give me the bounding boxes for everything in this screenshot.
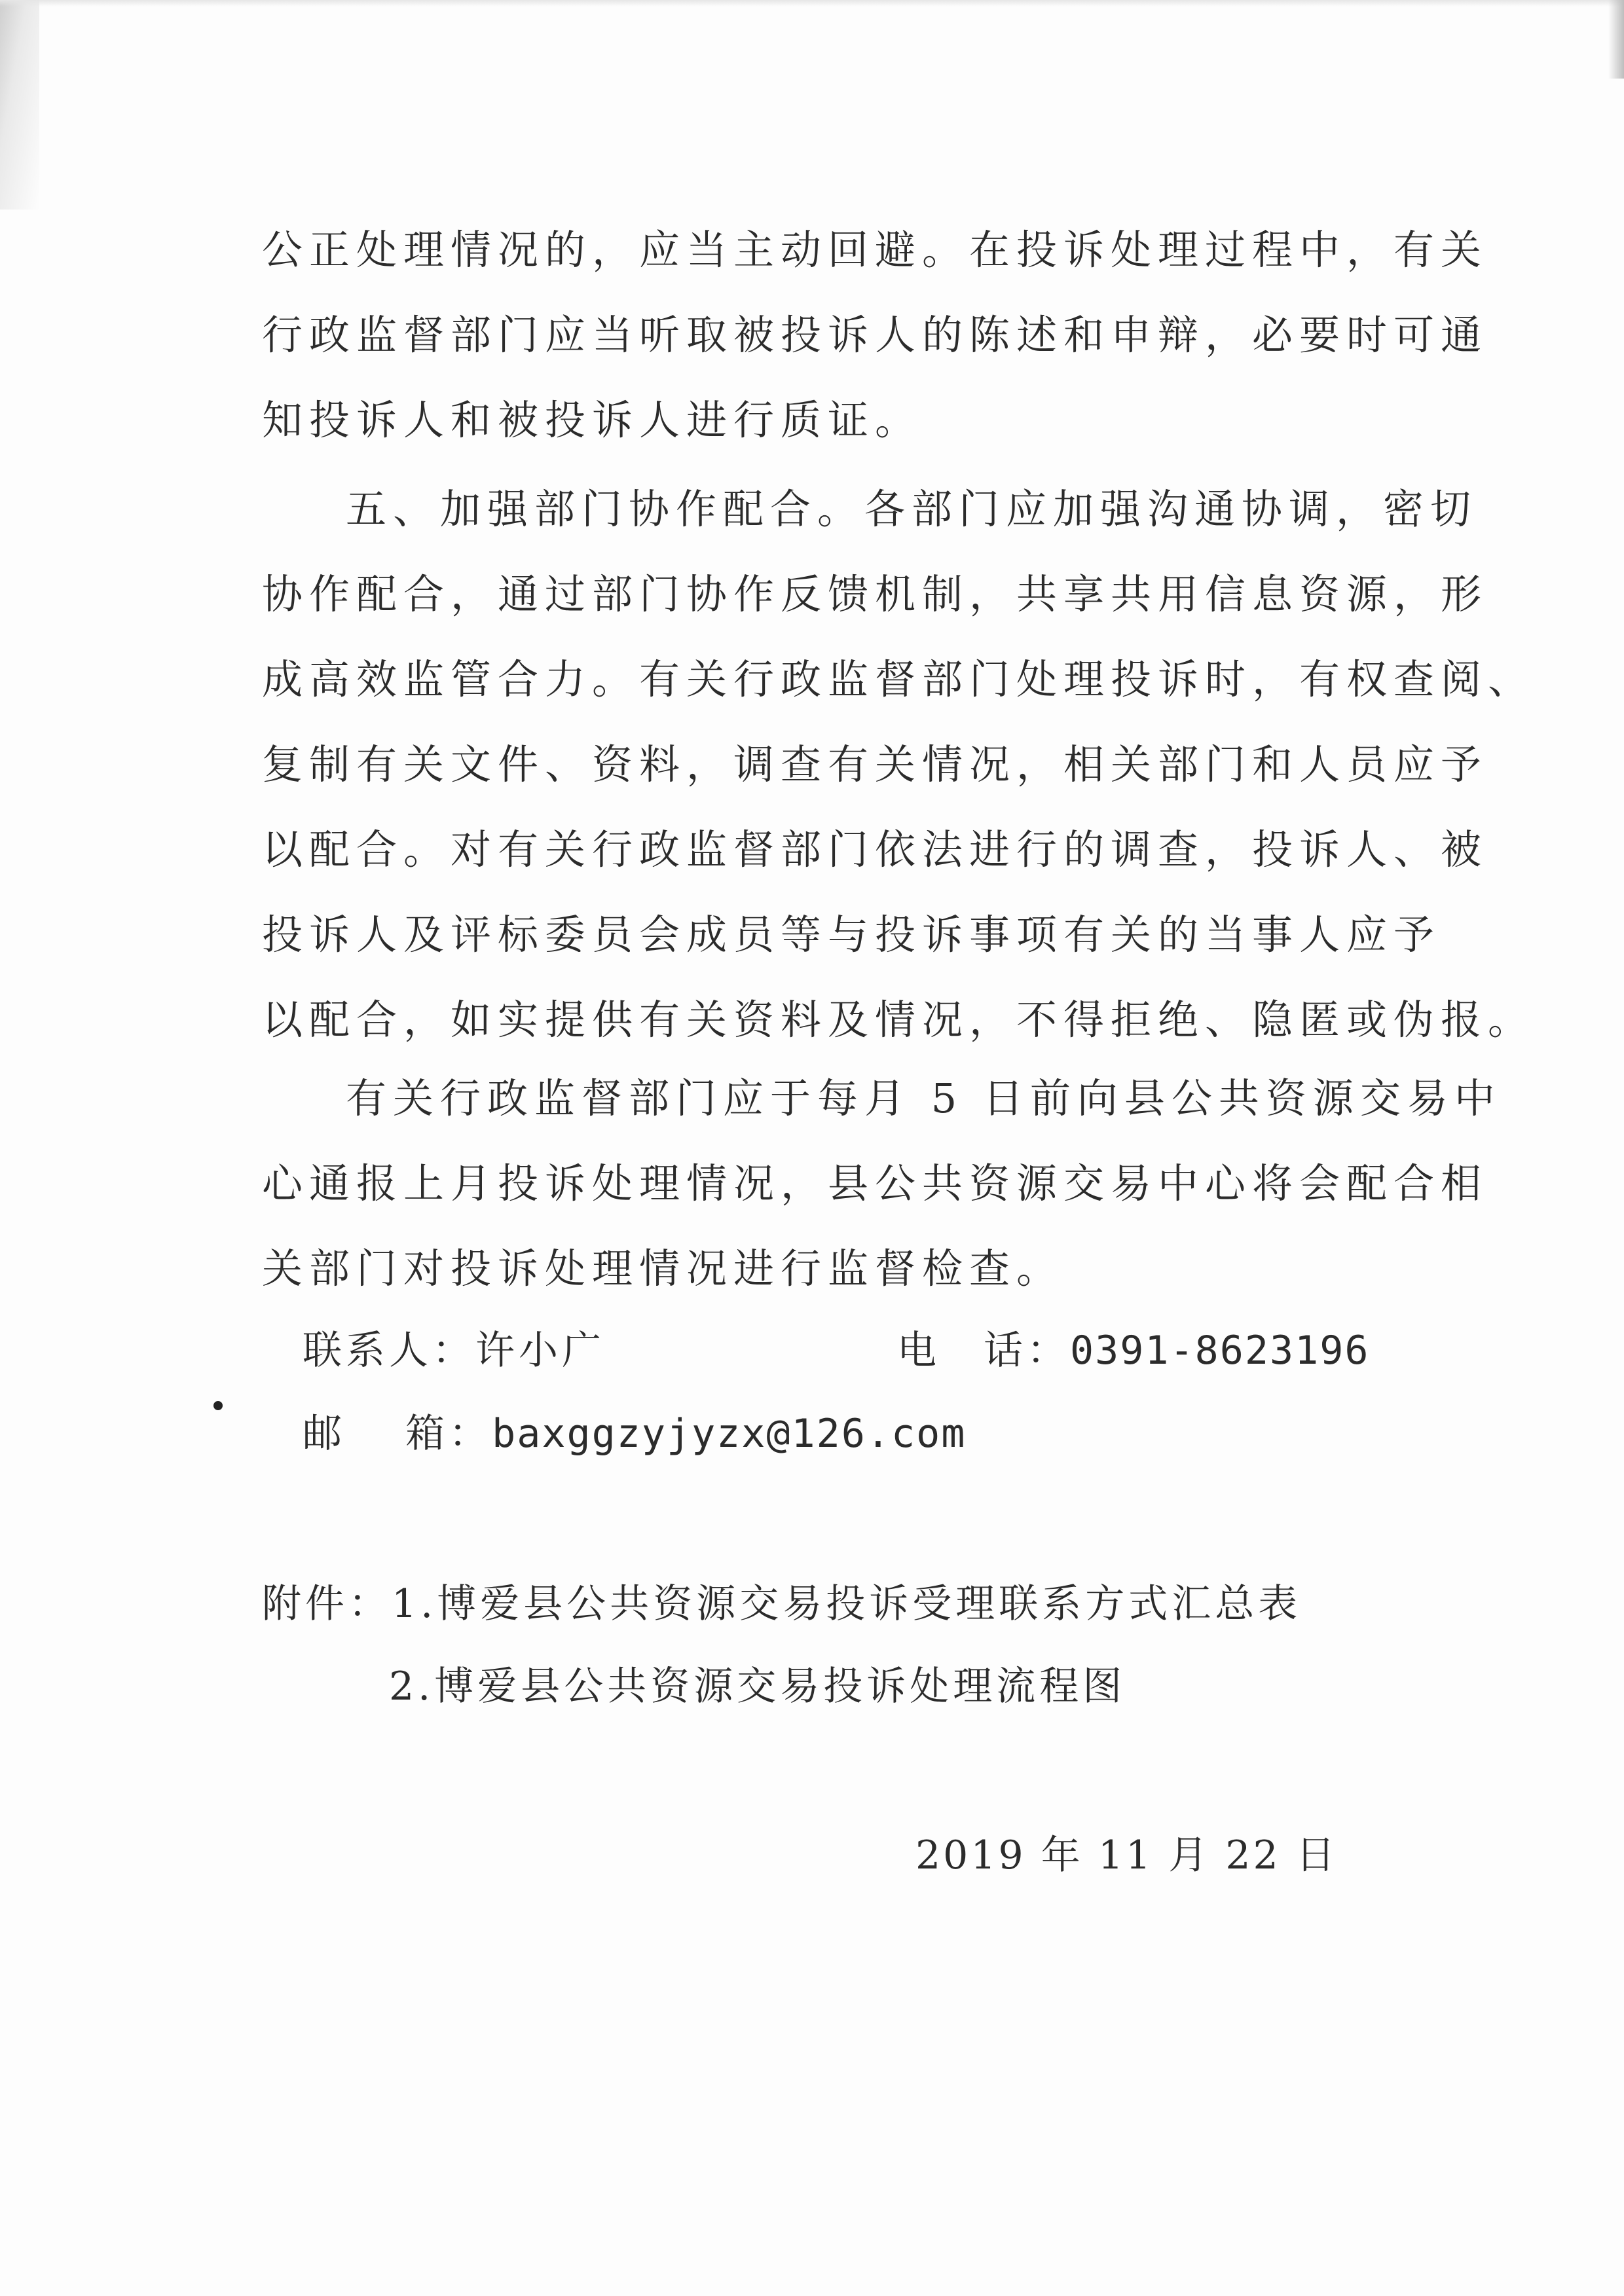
attachment-item-row — [389, 1660, 1126, 1713]
contact-person-label: 联系人： — [303, 1328, 475, 1374]
contact-email-value: baxggzyjyzx@126.com — [492, 1411, 967, 1457]
paragraph-line: 有关行政监督部门应于每月 5 日前向县公共资源交易中 — [346, 1074, 1502, 1122]
contact-email — [303, 1408, 966, 1460]
attachment-item: 1.博爱县公共资源交易投诉受理联系方式汇总表 — [392, 1581, 1302, 1627]
paragraph-line: 知投诉人和被投诉人进行质证。 — [262, 396, 923, 444]
paragraph-line: 心通报上月投诉处理情况，县公共资源交易中心将会配合相 — [262, 1159, 1488, 1207]
paragraph-line: 复制有关文件、资料，调查有关情况，相关部门和人员应予 — [262, 740, 1488, 788]
paragraph-line: 投诉人及评标委员会成员等与投诉事项有关的当事人应予 — [262, 911, 1441, 958]
paragraph-line: 以配合，如实提供有关资料及情况，不得拒绝、隐匿或伪报。 — [262, 996, 1536, 1044]
scan-right-edge — [1608, 0, 1624, 79]
attachment-item: 2.博爱县公共资源交易投诉处理流程图 — [389, 1664, 1126, 1709]
contact-email-label: 邮 箱： — [303, 1411, 492, 1457]
scan-top-edge — [0, 0, 1624, 7]
contact-person — [303, 1324, 605, 1377]
paragraph-line: 成高效监管合力。有关行政监督部门处理投诉时，有权查阅、 — [262, 655, 1536, 703]
paragraph-line: 公正处理情况的，应当主动回避。在投诉处理过程中，有关 — [262, 226, 1488, 274]
attachment-label: 附件： — [262, 1581, 392, 1627]
paragraph-line: 行政监督部门应当听取被投诉人的陈述和申辩，必要时可通 — [262, 311, 1488, 359]
document-date: 2019 年 11 月 22 日 — [915, 1832, 1338, 1878]
paragraph-line: 以配合。对有关行政监督部门依法进行的调查，投诉人、被 — [262, 826, 1488, 873]
contact-phone-label: 电 话： — [897, 1328, 1070, 1374]
paragraph-line: 关部门对投诉处理情况进行监督检查。 — [262, 1245, 1064, 1292]
contact-person-name: 许小广 — [475, 1328, 605, 1374]
contact-phone-value: 0391-8623196 — [1070, 1328, 1370, 1374]
attachment-list — [262, 1578, 1301, 1630]
paragraph-line: 协作配合，通过部门协作反馈机制，共享共用信息资源，形 — [262, 570, 1488, 618]
scan-speck — [213, 1401, 223, 1410]
scan-corner-fold — [0, 0, 39, 210]
contact-phone — [897, 1324, 1369, 1377]
section-five-heading-line: 五、加强部门协作配合。各部门应加强沟通协调，密切 — [346, 485, 1478, 533]
